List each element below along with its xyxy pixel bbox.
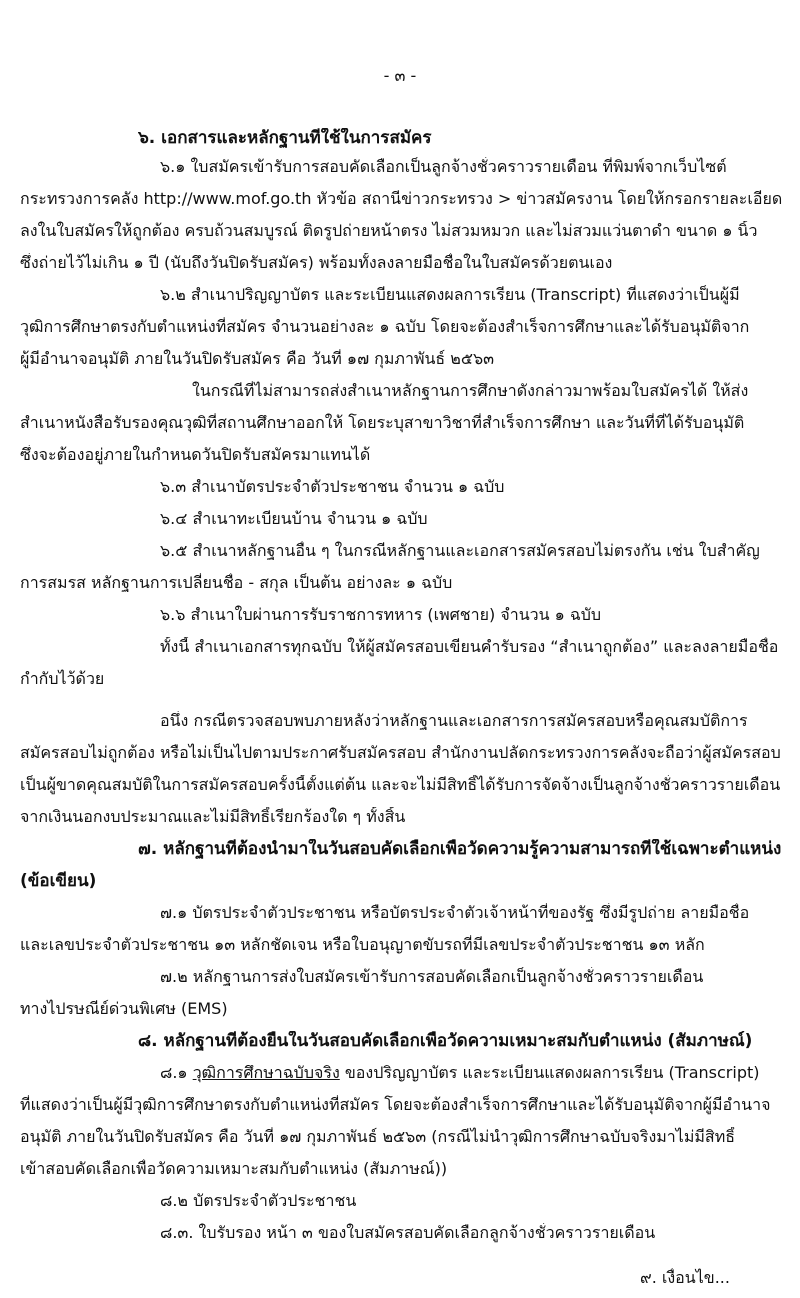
disqualification-note-line-3: เป็นผู้ขาดคุณสมบัติในการสมัครสอบครั้งนี้ตั้งแต่ต้น และจะไม่มีสิทธิ์ได้รับการจัดจ้างเป็นลูกจ้างชั่วคราวรายเดือน [20, 775, 781, 794]
certification-note-line-2: กำกับไว้ด้วย [20, 669, 105, 688]
paragraph-6-6: ๖.๖ สำเนาใบผ่านการรับราชการทหาร (เพศชาย) จำนวน ๑ ฉบับ [160, 605, 602, 624]
disqualification-note-line-1: อนึ่ง กรณีตรวจสอบพบภายหลังว่าหลักฐานและเอกสารการสมัครสอบหรือคุณสมบัติการ [160, 711, 748, 730]
paragraph-6-2-note-line-1: ในกรณีที่ไม่สามารถส่งสำเนาหลักฐานการศึกษาดังกล่าวมาพร้อมใบสมัครได้ ให้ส่ง [192, 381, 749, 400]
section-8-heading: ๘. หลักฐานที่ต้องยื่นในวันสอบคัดเลือกเพื่อวัดความเหมาะสมกับตำแหน่ง (สัมภาษณ์) [138, 1031, 753, 1051]
paragraph-8-2: ๘.๒ บัตรประจำตัวประชาชน [160, 1191, 357, 1210]
paragraph-8-1-rest: ของปริญญาบัตร และระเบียนแสดงผลการเรียน (Transcript) [344, 1063, 760, 1082]
paragraph-6-5-line-1: ๖.๕ สำเนาหลักฐานอื่น ๆ ในกรณีหลักฐานและเอกสารสมัครสอบไม่ตรงกัน เช่น ใบสำคัญ [160, 541, 760, 560]
paragraph-8-1-number: ๘.๑ [160, 1063, 188, 1082]
original-certificate-emphasis: วุฒิการศึกษาฉบับจริง [192, 1063, 340, 1082]
paragraph-7-1-line-1: ๗.๑ บัตรประจำตัวประชาชน หรือบัตรประจำตัวเจ้าหน้าที่ของรัฐ ซึ่งมีรูปถ่าย ลายมือชื่อ [160, 903, 750, 922]
paragraph-6-1-line-3: ลงในใบสมัครให้ถูกต้อง ครบถ้วนสมบูรณ์ ติดรูปถ่ายหน้าตรง ไม่สวมหมวก และไม่สวมแว่นตาดำ ขนาด ๑ นิ้ว [20, 221, 758, 240]
paragraph-8-1-line-3: อนุมัติ ภายในวันปิดรับสมัคร คือ วันที่ ๑๗ กุมภาพันธ์ ๒๕๖๓ (กรณีไม่นำวุฒิการศึกษาฉบับจริงมาไม่มีสิทธิ์ [20, 1127, 736, 1146]
section-7-heading-line-1: ๗. หลักฐานที่ต้องนำมาในวันสอบคัดเลือกเพื่อวัดความรู้ความสามารถที่ใช้เฉพาะตำแหน่ง [138, 839, 782, 859]
paragraph-6-1-line-1: ๖.๑ ใบสมัครเข้ารับการสอบคัดเลือกเป็นลูกจ้างชั่วคราวรายเดือน ที่พิมพ์จากเว็บไซต์ [160, 157, 727, 176]
disqualification-note-line-2: สมัครสอบไม่ถูกต้อง หรือไม่เป็นไปตามประกาศรับสมัครสอบ สำนักงานปลัดกระทรวงการคลังจะถือว่าผู้สมัครสอบ [20, 743, 781, 762]
paragraph-6-1-line-2: กระทรวงการคลัง http://www.mof.go.th หัวข้อ สถานีข่าวกระทรวง > ข่าวสมัครงาน โดยให้กรอกรายละเอียด [20, 189, 783, 208]
paragraph-6-2-line-3: ผู้มีอำนาจอนุมัติ ภายในวันปิดรับสมัคร คือ วันที่ ๑๗ กุมภาพันธ์ ๒๕๖๓ [20, 349, 495, 368]
paragraph-7-2-line-1: ๗.๒ หลักฐานการส่งใบสมัครเข้ารับการสอบคัดเลือกเป็นลูกจ้างชั่วคราวรายเดือน [160, 967, 704, 986]
paragraph-7-2-line-2: ทางไปรษณีย์ด่วนพิเศษ (EMS) [20, 999, 228, 1018]
section-6-heading: ๖. เอกสารและหลักฐานที่ใช้ในการสมัคร [138, 128, 432, 148]
paragraph-6-5-line-2: การสมรส หลักฐานการเปลี่ยนชื่อ - สกุล เป็นต้น อย่างละ ๑ ฉบับ [20, 573, 453, 592]
paragraph-6-2-note-line-2: สำเนาหนังสือรับรองคุณวุฒิที่สถานศึกษาออกให้ โดยระบุสาขาวิชาที่สำเร็จการศึกษา และวันที่ที่ได้รับอนุมัติ [20, 413, 745, 432]
paragraph-6-2-line-2: วุฒิการศึกษาตรงกับตำแหน่งที่สมัคร จำนวนอย่างละ ๑ ฉบับ โดยจะต้องสำเร็จการศึกษาและได้รับอนุมัติจาก [20, 317, 750, 336]
paragraph-8-1-line-4: เข้าสอบคัดเลือกเพื่อวัดความเหมาะสมกับตำแหน่ง (สัมภาษณ์)) [20, 1159, 448, 1178]
paragraph-8-1-line-2: ที่แสดงว่าเป็นผู้มีวุฒิการศึกษาตรงกับตำแหน่งที่สมัคร โดยจะต้องสำเร็จการศึกษาและได้รับอนุมัติจากผู้มีอำนาจ [20, 1095, 771, 1114]
section-7-heading-line-2: (ข้อเขียน) [20, 871, 97, 891]
paragraph-7-1-line-2: และเลขประจำตัวประชาชน ๑๓ หลักชัดเจน หรือใบอนุญาตขับรถที่มีเลขประจำตัวประชาชน ๑๓ หลัก [20, 935, 705, 954]
paragraph-6-4: ๖.๔ สำเนาทะเบียนบ้าน จำนวน ๑ ฉบับ [160, 509, 428, 528]
paragraph-8-3: ๘.๓. ใบรับรอง หน้า ๓ ของใบสมัครสอบคัดเลือกลูกจ้างชั่วคราวรายเดือน [160, 1223, 656, 1242]
disqualification-note-line-4: จากเงินนอกงบประมาณและไม่มีสิทธิ์เรียกร้องใด ๆ ทั้งสิ้น [20, 807, 406, 826]
paragraph-6-2-note-line-3: ซึ่งจะต้องอยู่ภายในกำหนดวันปิดรับสมัครมาแทนได้ [20, 445, 371, 464]
paragraph-6-1-line-4: ซึ่งถ่ายไว้ไม่เกิน ๑ ปี (นับถึงวันปิดรับสมัคร) พร้อมทั้งลงลายมือชื่อในใบสมัครด้วยตนเอง [20, 253, 613, 272]
paragraph-6-3: ๖.๓ สำเนาบัตรประจำตัวประชาชน จำนวน ๑ ฉบับ [160, 477, 505, 496]
paragraph-8-1-line-1 [160, 1063, 759, 1083]
continuation-marker: ๙. เงื่อนไข... [640, 1268, 730, 1287]
page-number: - ๓ - [383, 66, 417, 85]
certification-note-line-1: ทั้งนี้ สำเนาเอกสารทุกฉบับ ให้ผู้สมัครสอบเขียนคำรับรอง “สำเนาถูกต้อง” และลงลายมือชื่อ [160, 637, 779, 656]
paragraph-6-2-line-1: ๖.๒ สำเนาปริญญาบัตร และระเบียนแสดงผลการเรียน (Transcript) ที่แสดงว่าเป็นผู้มี [160, 285, 740, 304]
